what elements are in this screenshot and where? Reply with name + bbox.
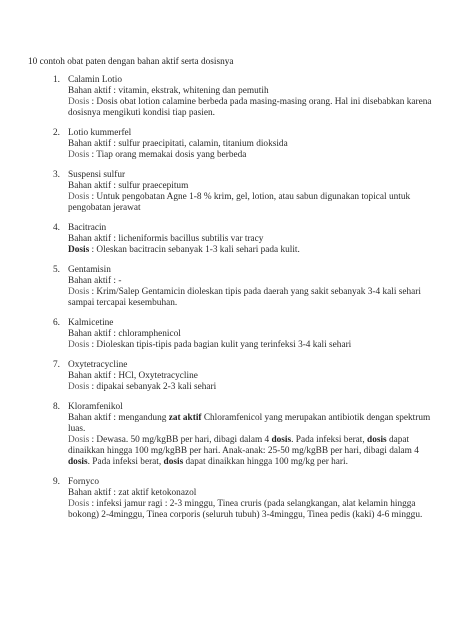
text-segment: dapat dinaikkan hingga 100 mg/kgBB per hari. Anak-anak: 25-50 mg/kgBB per hari, dibagi dalam 4 — [68, 435, 419, 456]
active-ingredient-line — [68, 181, 434, 192]
dosage-line — [68, 287, 434, 309]
text-segment: Dosis — [68, 499, 90, 509]
dosage-line — [68, 192, 434, 214]
text-segment: : Oleskan bacitracin sebanyak 1-3 kali sehari pada kulit. — [89, 245, 300, 255]
bold-text: dosis — [163, 457, 184, 467]
list-item — [28, 265, 434, 309]
text-segment: Bahan aktif : sulfur praecepitum — [68, 181, 189, 191]
text-segment: . Pada infeksi berat, — [87, 457, 164, 467]
list-item-number: 7. — [53, 360, 60, 370]
dosage-line — [68, 245, 434, 256]
text-segment: Bahan aktif : mengandung — [68, 413, 169, 423]
list-item — [28, 170, 434, 214]
list-item — [28, 128, 434, 161]
list-item-number: 3. — [53, 170, 60, 180]
text-segment: Dosis — [68, 382, 90, 392]
list-item-number: 6. — [53, 318, 60, 328]
bold-text: zat aktif — [168, 413, 202, 423]
list-item-number: 1. — [53, 75, 60, 85]
active-ingredient-line — [68, 329, 434, 340]
list-item-number: 9. — [53, 477, 60, 487]
dosage-line — [68, 435, 434, 468]
document-title: 10 contoh obat paten dengan bahan aktif serta dosisnya — [28, 57, 234, 67]
list-item-body — [68, 402, 434, 468]
text-segment: Dosis — [68, 287, 90, 297]
medicine-name: Kalmicetine — [68, 318, 114, 328]
medicine-name: Lotio kummerfel — [68, 128, 132, 138]
text-segment: : infeksi jamur ragi : 2-3 minggu, Tinea cruris (pada selangkangan, alat kelamin hingga bokong) 2-4minggu, Tinea corporis (seluruh tubuh) 3-4minggu, Tinea pedis (kaki) 4-6 minggu. — [68, 499, 423, 520]
text-segment: Bahan aktif : chloramphenicol — [68, 329, 181, 339]
dosage-line — [68, 97, 434, 119]
text-segment: : dipakai sebanyak 2-3 kali sehari — [89, 382, 217, 392]
list-item-body — [68, 128, 434, 161]
list-item — [28, 318, 434, 351]
medicine-list — [28, 75, 434, 521]
list-item-number: 2. — [53, 128, 60, 138]
bold-text: dosis — [367, 435, 387, 445]
list-item — [28, 360, 434, 393]
text-segment: Bahan aktif : sulfur praecipitati, calamin, titanium dioksida — [68, 139, 288, 149]
text-segment: Dosis — [68, 435, 90, 445]
dosage-line — [68, 150, 434, 161]
text-segment: : Krim/Salep Gentamicin dioleskan tipis pada daerah yang sakit sebanyak 3-4 kali sehari sampai tercapai kesembuhan. — [68, 287, 421, 308]
dosage-line — [68, 499, 434, 521]
medicine-name: Oxytetracycline — [68, 360, 128, 370]
list-item-number: 8. — [53, 402, 60, 412]
text-segment: dapat dinaikkan hingga 100 mg/kg per hari. — [183, 457, 348, 467]
bold-text: dosis — [68, 457, 88, 467]
active-ingredient-line — [68, 276, 434, 287]
list-item-body — [68, 360, 434, 393]
list-item-body — [68, 223, 434, 256]
bold-text: Dosis — [68, 245, 90, 255]
active-ingredient-line — [68, 86, 434, 97]
text-segment: Bahan aktif : - — [68, 276, 122, 286]
active-ingredient-line — [68, 234, 434, 245]
medicine-name: Gentamisin — [68, 265, 111, 275]
list-item-body — [68, 170, 434, 214]
medicine-name: Calamin Lotio — [68, 75, 122, 85]
list-item — [28, 223, 434, 256]
text-segment: : Dosis obat lotion calamine berbeda pada masing-masing orang. Hal ini disebabkan karena dosisnya mengikuti kondisi tiap pasien. — [68, 97, 432, 118]
bold-text: dosis — [271, 435, 292, 445]
text-segment: Bahan aktif : zat aktif ketokonazol — [68, 488, 197, 498]
medicine-name: Kloramfenikol — [68, 402, 123, 412]
list-item-body — [68, 477, 434, 521]
medicine-name: Bacitracin — [68, 223, 107, 233]
list-item — [28, 477, 434, 521]
text-segment: : Tiap orang memakai dosis yang berbeda — [89, 150, 247, 160]
active-ingredient-line — [68, 139, 434, 150]
text-segment: Dosis — [68, 340, 90, 350]
text-segment: : Dioleskan tipis-tipis pada bagian kulit yang terinfeksi 3-4 kali sehari — [89, 340, 352, 350]
medicine-name: Fornyco — [68, 477, 99, 487]
list-item — [28, 402, 434, 468]
list-item-body — [68, 318, 434, 351]
text-segment: Bahan aktif : vitamin, ekstrak, whitening dan pemutih — [68, 86, 269, 96]
active-ingredient-line — [68, 488, 434, 499]
text-segment: Dosis — [68, 192, 90, 202]
text-segment: Dosis — [68, 97, 90, 107]
dosage-line — [68, 340, 434, 351]
medicine-name: Suspensi sulfur — [68, 170, 126, 180]
text-segment: : Dewasa. 50 mg/kgBB per hari, dibagi dalam 4 — [89, 435, 272, 445]
text-segment: Dosis — [68, 150, 90, 160]
text-segment: Bahan aktif : licheniformis bacillus subtilis var tracy — [68, 234, 264, 244]
list-item-body — [68, 265, 434, 309]
text-segment: Chloramfenicol yang merupakan antibiotik dengan spektrum luas. — [68, 413, 431, 434]
dosage-line — [68, 382, 434, 393]
active-ingredient-line — [68, 371, 434, 382]
list-item-body — [68, 75, 434, 119]
list-item-number: 4. — [53, 223, 60, 233]
list-item — [28, 75, 434, 119]
list-item-number: 5. — [53, 265, 60, 275]
text-segment: . Pada infeksi berat, — [291, 435, 368, 445]
text-segment: Bahan aktif : HCl, Oxytetracycline — [68, 371, 198, 381]
text-segment: : Untuk pengobatan Agne 1-8 % krim, gel, lotion, atau sabun digunakan topical untuk pengobatan jerawat — [68, 192, 411, 213]
active-ingredient-line — [68, 413, 434, 435]
